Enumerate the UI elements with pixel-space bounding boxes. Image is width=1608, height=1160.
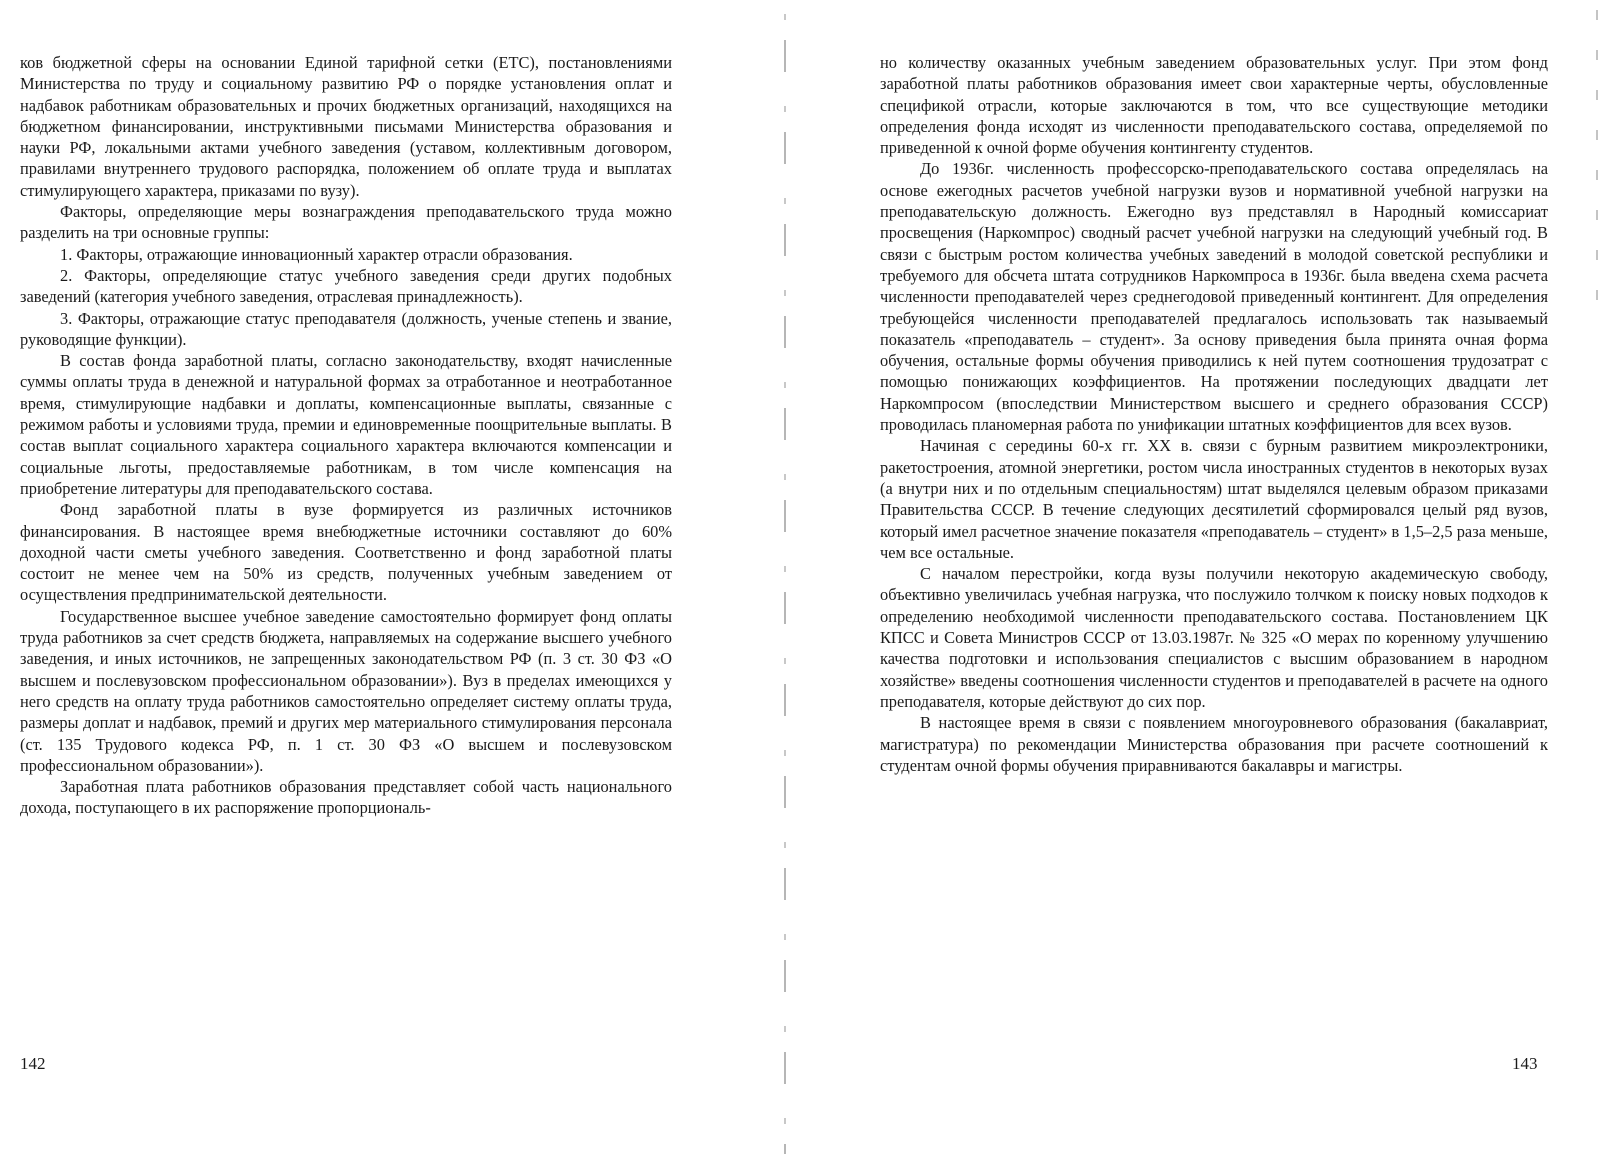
paragraph: Заработная плата работников образования представляет собой часть национального дохода, поступающего в их распоряжение пропорциональ- xyxy=(20,777,672,818)
paragraph: но количеству оказанных учебным заведением образовательных услуг. При этом фонд заработной платы работников образования имеет свои характерные черты, обусловленные спецификой отрасли, которые заключаются в том, что все существующие методики определения фонда исходят из численности преподавательского состава, определяемой по приведенной к очной форме обучения контингенту студентов. xyxy=(880,53,1548,158)
paragraph: Начиная с середины 60-х гг. XX в. связи с бурным развитием микроэлектроники, ракетостроения, атомной энергетики, ростом числа иностранных студентов в некоторых вузах (а внутри них и по отдельным специальностям) штат выделялся целевым образом приказами Правительства СССР. В течение следующих десятилетий сформировался целый ряд вузов, который имел расчетное значение показателя «преподаватель – студент» в 1,5–2,5 раза меньше, чем все остальные. xyxy=(880,436,1548,562)
list-item: 2. Факторы, определяющие статус учебного заведения среди других подобных заведений (категория учебного заведения, отраслевая принадлежность). xyxy=(20,265,672,307)
page-number-left: 142 xyxy=(20,1054,46,1073)
paragraph: С началом перестройки, когда вузы получили некоторую академическую свободу, объективно увеличилась учебная нагрузка, что послужило толчком к поиску новых подходов к определению необходимой численности преподавательского состава. Постановлением ЦК КПСС и Совета Министров СССР от 13.03.1987г. № 325 «О мерах по коренному улучшению качества подготовки и использования специалистов с высшим образованием в народном хозяйстве» введены соотношения численности студентов и преподавателей в расчете на одного преподавателя, которые действуют до сих пор. xyxy=(880,564,1548,711)
book-gutter xyxy=(784,14,786,1154)
paragraph: В настоящее время в связи с появлением многоуровневого образования (бакалавриат, магистратура) по рекомендации Министерства образования при расчете соотношений к студентам очной формы обучения приравниваются бакалавры и магистры. xyxy=(880,713,1548,775)
left-page xyxy=(20,52,672,819)
paragraph: Фонд заработной платы в вузе формируется из различных источников финансирования. В настоящее время внебюджетные источники составляют до 60% доходной части сметы учебного заведения. Соответственно и фонд заработной платы состоит не менее чем на 50% из средств, полученных учебным заведением от осуществления предпринимательской деятельности. xyxy=(20,500,672,605)
paragraph: ков бюджетной сферы на основании Единой тарифной сетки (ЕТС), постановлениями Министерства по труду и социальному развитию РФ о порядке установления оплат и надбавок работникам образовательных и прочих бюджетных организаций, находящихся на бюджетном финансировании, инструктивными письмами Министерства образования и науки РФ, локальными актами учебного заведения (уставом, коллективным договором, правилами внутреннего трудового распорядка, положением об оплате труда и выплатах стимулирующего характера, приказами по вузу). xyxy=(20,53,672,200)
page-edge xyxy=(1596,10,1598,310)
paragraph: До 1936г. численность профессорско-преподавательского состава определялась на основе ежегодных расчетов учебной нагрузки вузов и нормативной учебной нагрузки на преподавательскую должность. Ежегодно вуз представлял в Народный комиссариат просвещения (Наркомпрос) сводный расчет учебной нагрузки на следующий учебный год. В связи с быстрым ростом количества учебных заведений в молодой советской республики и требуемого для обсчета штата сотрудников Наркомпроса в 1936г. была введена схема расчета численности преподавателей через среднегодовой приведенный контингент. Для определения требующейся численности преподавателей предлагалось использовать так называемый показатель «преподаватель – студент». За основу приведения была принята очная форма обучения, остальные формы обучения приводились к ней путем соотношения трудозатрат с помощью понижающих коэффициентов. На протяжении последующих двадцати лет Наркомпросом (впоследствии Министерством высшего и среднего образования СССР) проводилась планомерная работа по унификации штатных коэффициентов для всех вузов. xyxy=(880,159,1548,435)
list-item: 3. Факторы, отражающие статус преподавателя (должность, ученые степень и звание, руководящие функции). xyxy=(20,308,672,349)
paragraph: Государственное высшее учебное заведение самостоятельно формирует фонд оплаты труда работников за счет средств бюджета, направляемых на содержание высшего учебного заведения, и иных источников, не запрещенных законодательством РФ (п. 3 ст. 30 ФЗ «О высшем и послевузовском профессиональном образовании»). Вуз в пределах имеющихся у него средств на оплату труда работников самостоятельно определяет систему оплаты труда, размеры доплат и надбавок, премий и других мер материального стимулирования персонала (ст. 135 Трудового кодекса РФ, п. 1 ст. 30 ФЗ «О высшем и послевузовском профессиональном образовании»). xyxy=(20,606,672,775)
paragraph: Факторы, определяющие меры вознаграждения преподавательского труда можно разделить на три основные группы: xyxy=(20,202,672,243)
page-number-right: 143 xyxy=(1512,1054,1538,1073)
paragraph: В состав фонда заработной платы, согласно законодательству, входят начисленные суммы оплаты труда в денежной и натуральной формах за отработанное и неотработанное время, стимулирующие надбавки и доплаты, компенсационные выплаты, связанные с режимом работы и условиями труда, премии и единовременные поощрительные выплаты. В состав выплат социального характера социального характера включаются компенсации и социальные льготы, предоставляемые работникам, в том числе компенсация на приобретение литературы для преподавательского состава. xyxy=(20,351,672,498)
list-item: 1. Факторы, отражающие инновационный характер отрасли образования. xyxy=(60,244,573,264)
right-page xyxy=(880,52,1548,776)
